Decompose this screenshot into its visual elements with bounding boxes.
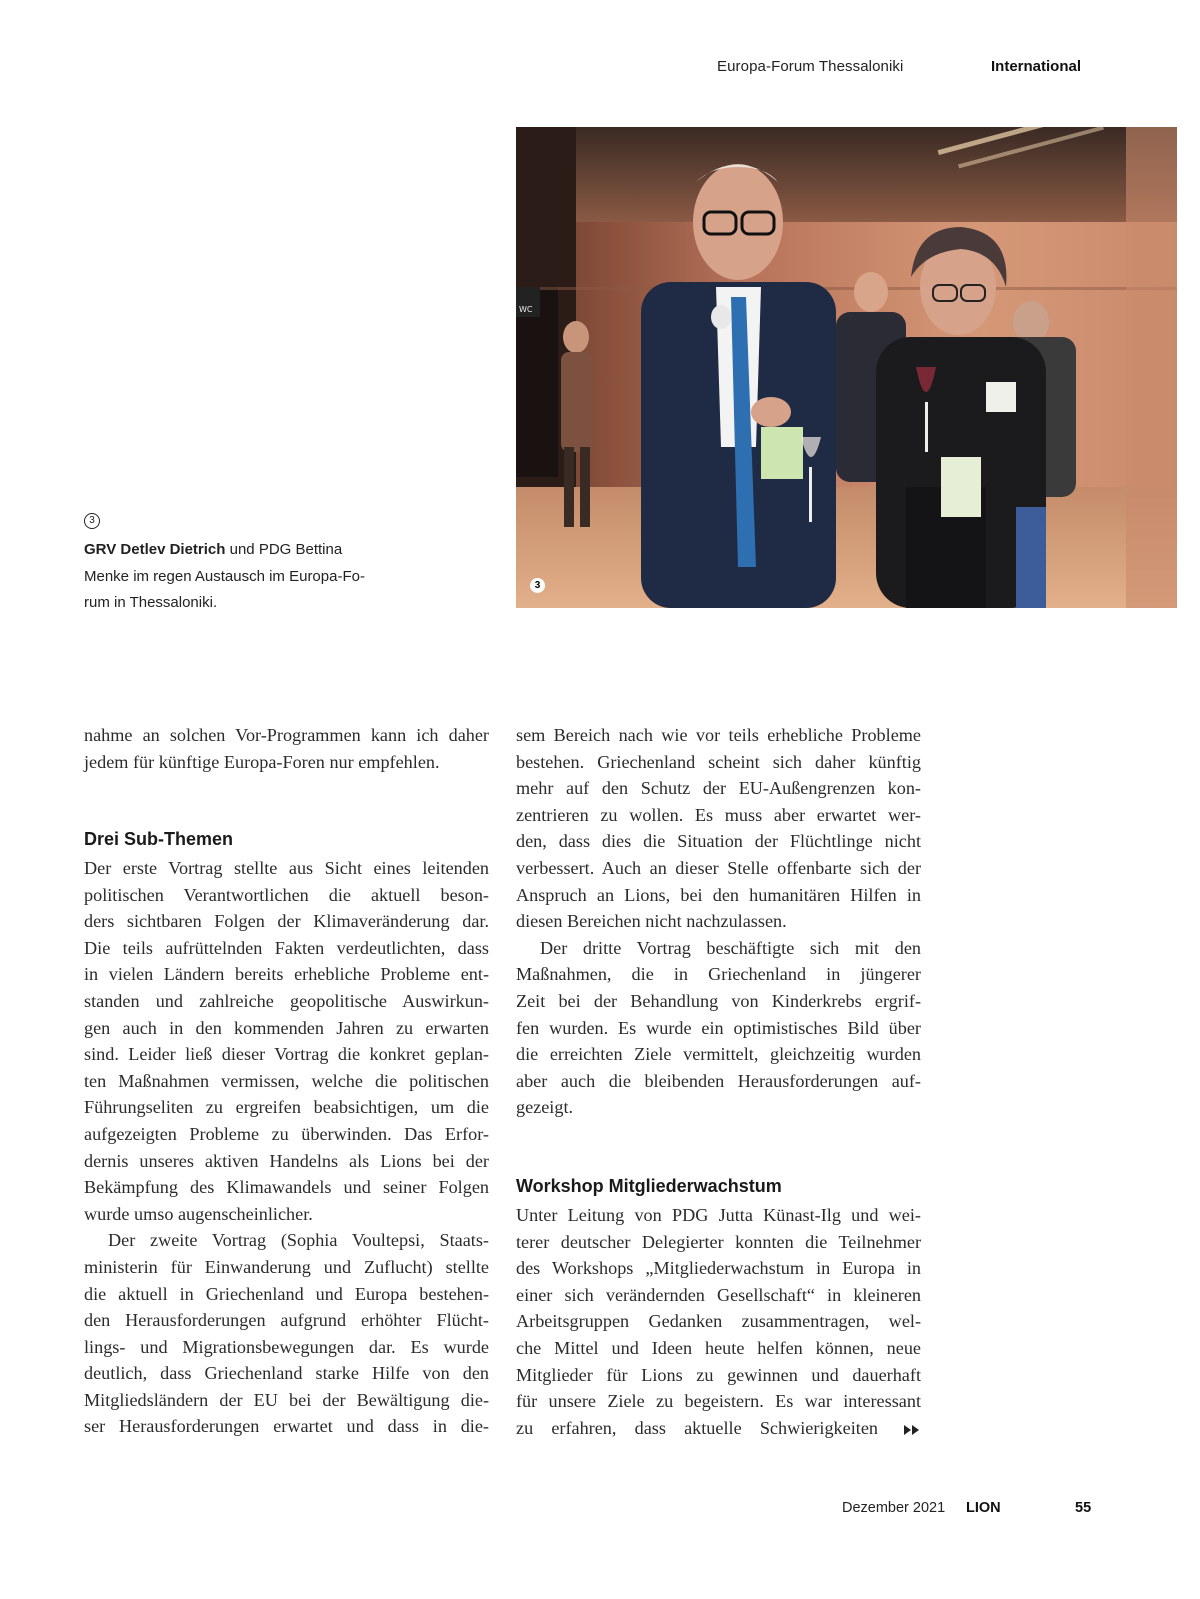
text-line: zentrieren zu wollen. Es muss aber erwartet wer-: [516, 804, 921, 825]
left-column-body: [84, 855, 489, 1440]
text-line: zu erfahren, dass aktuelle Schwierigkeiten: [516, 1417, 878, 1438]
text-line: in vielen Ländern bereits erhebliche Probleme ent-: [84, 964, 489, 985]
text-line: standen und zahlreiche geopolitische Auswirkun-: [84, 990, 489, 1011]
text-line: verbessert. Auch an dieser Stelle offenbarte sich der: [516, 857, 921, 878]
text-line: Der erste Vortrag stellte aus Sicht eines leitenden: [84, 858, 489, 878]
left-column-intro: [84, 722, 489, 775]
text-line: mehr auf den Schutz der EU-Außengrenzen kon-: [516, 778, 921, 799]
caption-number-badge: 3: [84, 513, 100, 529]
text-line: ders sichtbaren Folgen der Klimaveränderung dar.: [84, 911, 489, 932]
text-line: fen wurden. Es wurde ein optimistisches Bild über: [516, 1017, 921, 1038]
text-line: Die teils aufrüttelnden Fakten verdeutlichten, dass: [84, 937, 489, 958]
wc-sign: WC: [519, 305, 533, 314]
text-line: diesen Bereichen nicht nachzulassen.: [516, 911, 787, 932]
text-line: Mitgliedsländern der EU bei der Bewältigung die-: [84, 1389, 489, 1410]
heading-drei-sub-themen: Drei Sub-Themen: [84, 829, 234, 849]
footer-date: Dezember 2021: [842, 1500, 946, 1516]
right-column-body: [516, 722, 921, 1121]
text-line: aufgezeigten Probleme zu überwinden. Das Erfor-: [84, 1123, 489, 1144]
text-line: sind. Leider ließ dieser Vortrag die konkret geplan-: [84, 1044, 489, 1065]
text-line: gezeigt.: [516, 1097, 574, 1118]
text-line: gen auch in den kommenden Jahren zu erwarten: [84, 1017, 489, 1038]
text-line: Maßnahmen, die in Griechenland in jüngerer: [516, 964, 921, 985]
text-line: Unter Leitung von PDG Jutta Künast-Ilg und wei-: [516, 1205, 921, 1225]
text-line: dernis unseres aktiven Handelns als Lions bei der: [84, 1150, 489, 1171]
text-line: ten Maßnahmen vermissen, welche die politischen: [84, 1070, 489, 1091]
header-category: International: [991, 58, 1082, 75]
text-line: Mitglieder für Lions zu gewinnen und dauerhaft: [516, 1364, 921, 1385]
footer-magazine-name: LION: [966, 1500, 1001, 1516]
header-section-title: Europa-Forum Thessaloniki: [717, 58, 904, 75]
text-line: Arbeitsgruppen Gedanken zusammentragen, wel-: [516, 1311, 921, 1332]
text-line: ministerin für Einwanderung und Zuflucht) stellte: [84, 1256, 489, 1277]
right-column-workshop: [516, 1202, 921, 1441]
event-photo: [516, 127, 1177, 608]
text-line: einer sich verändernden Gesellschaft“ in kleineren: [516, 1284, 921, 1305]
caption-line-1-rest: und PDG Bettina: [225, 541, 343, 558]
text-line: sem Bereich nach wie vor teils erhebliche Probleme: [516, 725, 921, 745]
text-line: die erreichten Ziele vermittelt, gleichzeitig wurden: [516, 1044, 921, 1065]
text-line: den Herausforderungen aufgrund erhöhter Flücht-: [84, 1310, 489, 1331]
heading-workshop-mitgliederwachstum: Workshop Mitgliederwachstum: [516, 1176, 782, 1196]
text-line: den, dass dies die Situation der Flüchtlinge nicht: [516, 831, 921, 852]
text-line: Anspruch an Lions, bei den humanitären Hilfen in: [516, 884, 921, 905]
text-line: terer deutscher Delegierter konnten die Teilnehmer: [516, 1231, 921, 1252]
text-line: Der dritte Vortrag beschäftigte sich mit den: [540, 937, 921, 958]
page-number: 55: [1075, 1500, 1092, 1516]
caption-bold-name: GRV Detlev Dietrich: [84, 541, 226, 558]
text-line: des Workshops „Mitgliederwachstum in Europa in: [516, 1258, 921, 1279]
photo-caption: [84, 537, 394, 617]
text-line: lings- und Migrationsbewegungen dar. Es wurde: [84, 1336, 489, 1357]
text-line: wurde umso augenscheinlicher.: [84, 1203, 313, 1224]
caption-line-3: rum in Thessaloniki.: [84, 594, 218, 611]
text-line: deutlich, dass Griechenland starke Hilfe von den: [84, 1363, 489, 1384]
text-line: politischen Verantwortlichen die aktuell beson-: [84, 884, 489, 905]
text-line: für unsere Ziele zu begeistern. Es war interessant: [516, 1391, 921, 1412]
text-line: aber auch die bleibenden Herausforderungen auf-: [516, 1070, 921, 1091]
text-line: Bekämpfung des Klimawandels und seiner Folgen: [84, 1177, 489, 1198]
continue-arrows-icon: [904, 1424, 920, 1436]
text-line: che Mittel und Ideen heute helfen können, neue: [516, 1337, 921, 1358]
caption-line-1: [84, 537, 394, 564]
text-line: ser Herausforderungen erwartet und dass in die-: [84, 1416, 489, 1437]
text-line: jedem für künftige Europa-Foren nur empfehlen.: [84, 751, 440, 772]
text-line: nahme an solchen Vor-Programmen kann ich daher: [84, 725, 489, 745]
text-line: Der zweite Vortrag (Sophia Voultepsi, Staats-: [108, 1230, 489, 1251]
photo-number-badge: 3: [530, 578, 545, 593]
caption-line-2: Menke im regen Austausch im Europa-Fo-: [84, 567, 365, 585]
text-line: Zeit bei der Behandlung von Kinderkrebs ergrif-: [516, 990, 921, 1011]
text-line: die aktuell in Griechenland und Europa bestehen-: [84, 1283, 489, 1304]
text-line: Führungseliten zu ergreifen beabsichtigen, um die: [84, 1097, 489, 1118]
text-line: bestehen. Griechenland scheint sich daher künftig: [516, 751, 921, 772]
